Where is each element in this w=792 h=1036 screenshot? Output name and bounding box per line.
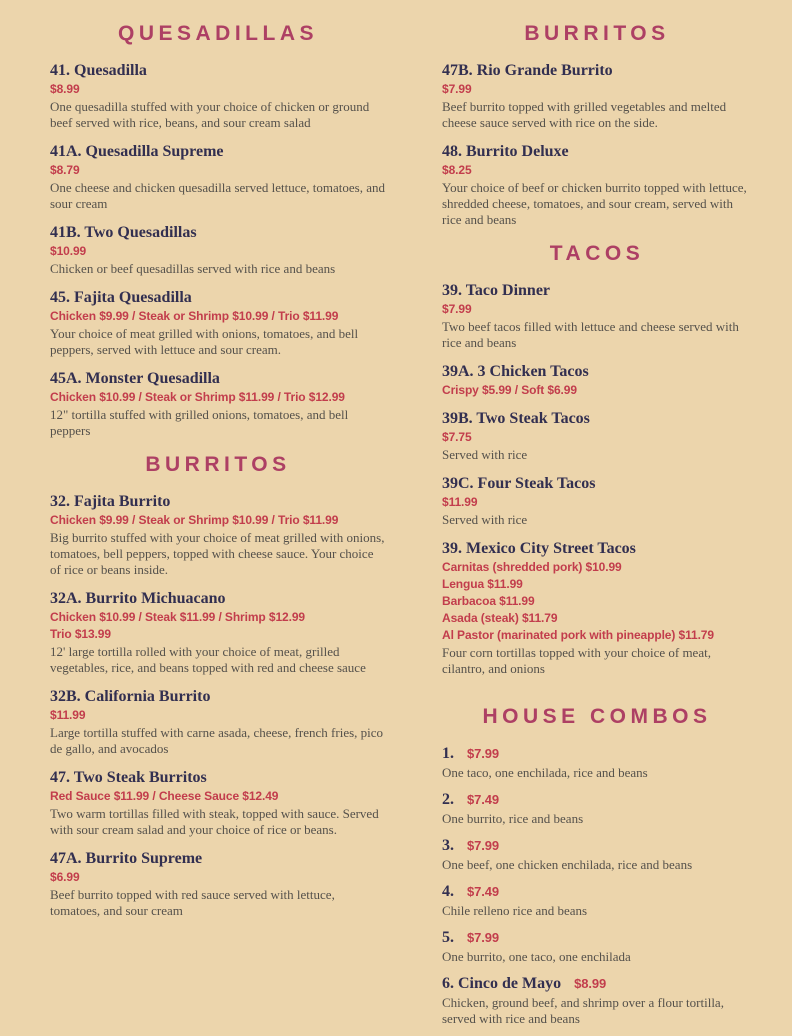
item-price: $8.99 [574,976,607,991]
item-desc: Two beef tacos filled with lettuce and cheese served with rice and beans [442,319,739,350]
item-price: $7.99 [467,930,500,945]
item-price: $7.75 [442,430,472,444]
combo-number: 4. [442,883,454,900]
item-price: $7.99 [467,746,500,761]
menu-item [442,539,752,677]
item-name: 41B. Two Quesadillas [50,224,197,241]
menu-item [50,288,386,358]
combo-row [442,882,752,901]
section-title: TACOS [549,242,645,265]
item-price: Carnitas (shredded pork) $10.99 [442,560,622,574]
combo-number: 5. [442,929,454,946]
menu-item [442,474,752,528]
menu-item [50,589,386,676]
item-desc: Chicken or beef quesadillas served with rice and beans [50,261,336,276]
item-name: 41A. Quesadilla Supreme [50,143,224,160]
section-burritos [50,453,386,919]
combo-item [442,974,752,1027]
menu-column-left [50,22,386,1036]
item-desc: One cheese and chicken quesadilla served lettuce, tomatoes, and sour cream [50,180,385,211]
item-price: Asada (steak) $11.79 [442,611,558,625]
item-desc: Big burrito stuffed with your choice of meat grilled with onions, tomatoes, bell peppers, topped with cheese sauce. Your choice of rice or beans inside. [50,530,385,577]
item-desc: Beef burrito topped with red sauce served with lettuce, tomatoes, and sour cream [50,887,335,918]
section-title: BURRITOS [524,22,670,45]
menu-item [442,281,752,351]
combo-item [442,882,752,919]
item-desc: Served with rice [442,512,528,527]
item-price: Al Pastor (marinated pork with pineapple) $11.79 [442,628,714,642]
menu-column-right [442,22,752,1036]
item-desc: Your choice of meat grilled with onions, tomatoes, and bell peppers, served with lettuce and sour cream. [50,326,359,357]
item-name: 39B. Two Steak Tacos [442,410,590,427]
item-desc: Beef burrito topped with grilled vegetables and melted cheese sauce served with rice on the side. [442,99,727,130]
combo-item [442,790,752,827]
item-price: Crispy $5.99 / Soft $6.99 [442,383,577,397]
item-price: $8.99 [50,82,80,96]
combo-item [442,744,752,781]
item-price: Trio $13.99 [50,627,111,641]
item-price: Chicken $10.99 / Steak or Shrimp $11.99 / Trio $12.99 [50,390,345,404]
item-price: $8.79 [50,163,80,177]
menu-item [50,223,386,277]
item-desc: One taco, one enchilada, rice and beans [442,765,648,780]
item-name: 48. Burrito Deluxe [442,143,569,160]
item-desc: One burrito, one taco, one enchilada [442,949,631,964]
item-price: Chicken $9.99 / Steak or Shrimp $10.99 / Trio $11.99 [50,309,339,323]
item-desc: One beef, one chicken enchilada, rice and beans [442,857,693,872]
item-desc: 12" tortilla stuffed with grilled onions, tomatoes, and bell peppers [50,407,349,438]
item-price: $7.99 [442,302,472,316]
section-tacos [442,242,752,677]
item-name: 47. Two Steak Burritos [50,769,207,786]
menu-columns [50,22,752,1036]
item-desc: Chile relleno rice and beans [442,903,588,918]
item-name: 32A. Burrito Michuacano [50,590,226,607]
menu-item [442,409,752,463]
item-price: $11.99 [50,708,86,722]
item-name: 41. Quesadilla [50,62,147,79]
item-desc: Served with rice [442,447,528,462]
menu-item [442,61,752,131]
combo-row [442,928,752,947]
combo-row [442,836,752,855]
item-price: Chicken $9.99 / Steak or Shrimp $10.99 / Trio $11.99 [50,513,339,527]
item-price: $7.49 [467,884,500,899]
item-price: Chicken $10.99 / Steak $11.99 / Shrimp $12.99 [50,610,305,624]
item-price: Barbacoa $11.99 [442,594,535,608]
combo-item [442,836,752,873]
item-name: 45. Fajita Quesadilla [50,289,192,306]
menu-item [50,142,386,212]
item-desc: 12' large tortilla rolled with your choice of meat, grilled vegetables, rice, and beans topped with red and cheese sauce [50,644,366,675]
menu-item [442,362,752,398]
section-quesadillas [50,22,386,439]
item-name: 32. Fajita Burrito [50,493,171,510]
item-name: 32B. California Burrito [50,688,211,705]
section-title: QUESADILLAS [117,22,318,45]
item-desc: Chicken, ground beef, and shrimp over a flour tortilla, served with rice and beans [442,995,724,1026]
item-name: 45A. Monster Quesadilla [50,370,220,387]
item-price: $7.99 [442,82,472,96]
item-desc: Large tortilla stuffed with carne asada, cheese, french fries, pico de gallo, and avocados [50,725,384,756]
item-desc: One burrito, rice and beans [442,811,584,826]
menu-item [50,768,386,838]
item-name: 47B. Rio Grande Burrito [442,62,613,79]
item-name: 39. Taco Dinner [442,282,551,299]
item-price: $8.25 [442,163,472,177]
item-price: Lengua $11.99 [442,577,523,591]
item-name: 39. Mexico City Street Tacos [442,540,636,557]
section-burritos [442,22,752,228]
combo-item [442,928,752,965]
menu-item [50,849,386,919]
menu-item [442,142,752,228]
item-name: 39C. Four Steak Tacos [442,475,596,492]
item-price: Red Sauce $11.99 / Cheese Sauce $12.49 [50,789,279,803]
menu-item [50,492,386,578]
item-price: $6.99 [50,870,80,884]
combo-number: 1. [442,745,454,762]
menu-item [50,687,386,757]
combo-row [442,744,752,763]
item-name: 47A. Burrito Supreme [50,850,203,867]
combo-number: 2. [442,791,454,808]
item-price: $11.99 [442,495,478,509]
combo-row [442,790,752,809]
combo-number: 6. Cinco de Mayo [442,975,562,992]
menu-item [50,369,386,439]
item-desc: One quesadilla stuffed with your choice of chicken or ground beef served with rice, beans, and sour cream salad [50,99,370,130]
item-price: $7.99 [467,838,500,853]
section-title: HOUSE COMBOS [482,705,712,728]
combo-number: 3. [442,837,454,854]
item-desc: Two warm tortillas filled with steak, topped with sauce. Served with sour cream salad and your choice of rice or beans. [50,806,379,837]
combo-row [442,974,752,993]
section-house-combos [442,705,752,1027]
section-title: BURRITOS [145,453,291,476]
menu-item [50,61,386,131]
item-price: $7.49 [467,792,500,807]
item-price: $10.99 [50,244,87,258]
item-name: 39A. 3 Chicken Tacos [442,363,589,380]
item-desc: Your choice of beef or chicken burrito topped with lettuce, shredded cheese, tomatoes, and sour cream, served with rice and beans [442,180,747,227]
item-desc: Four corn tortillas topped with your choice of meat, cilantro, and onions [442,645,711,676]
